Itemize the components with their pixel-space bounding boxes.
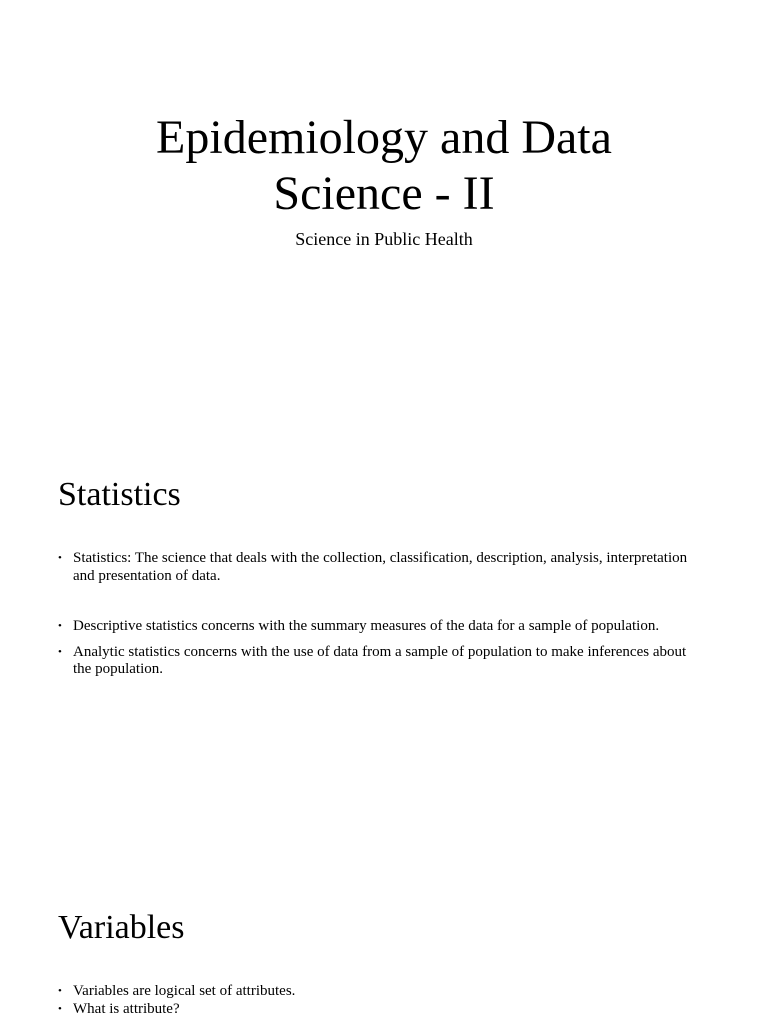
bullet-icon: • bbox=[58, 645, 62, 658]
bullet-icon: • bbox=[58, 552, 62, 564]
list-item bbox=[58, 618, 708, 636]
statistics-heading: Statistics bbox=[58, 476, 181, 513]
list-item bbox=[58, 1001, 708, 1019]
bullet-icon: • bbox=[58, 620, 62, 632]
bullet-icon: • bbox=[58, 985, 62, 997]
variables-heading: Variables bbox=[58, 909, 185, 946]
statistics-bullet-list bbox=[58, 550, 708, 679]
bullet-icon: • bbox=[58, 1003, 62, 1015]
title-line-1: Epidemiology and Data bbox=[156, 111, 612, 164]
list-item bbox=[58, 550, 708, 585]
list-item bbox=[58, 644, 708, 679]
title-line-2: Science - II bbox=[273, 167, 495, 220]
variables-bullet-list bbox=[58, 983, 708, 1019]
bullet-text: Analytic statistics concerns with the use of data from a sample of population to make inferences about the population. bbox=[73, 643, 687, 677]
bullet-text: Descriptive statistics concerns with the summary measures of the data for a sample of population. bbox=[73, 618, 660, 634]
bullet-text: Statistics: The science that deals with the collection, classification, description, analysis, interpretation and presentation of data. bbox=[73, 550, 688, 584]
presentation-title bbox=[0, 110, 768, 222]
bullet-text: What is attribute? bbox=[73, 1001, 180, 1017]
list-item bbox=[58, 983, 708, 1001]
presentation-subtitle: Science in Public Health bbox=[295, 229, 473, 249]
bullet-text: Variables are logical set of attributes. bbox=[73, 983, 296, 999]
title-slide bbox=[0, 0, 768, 432]
